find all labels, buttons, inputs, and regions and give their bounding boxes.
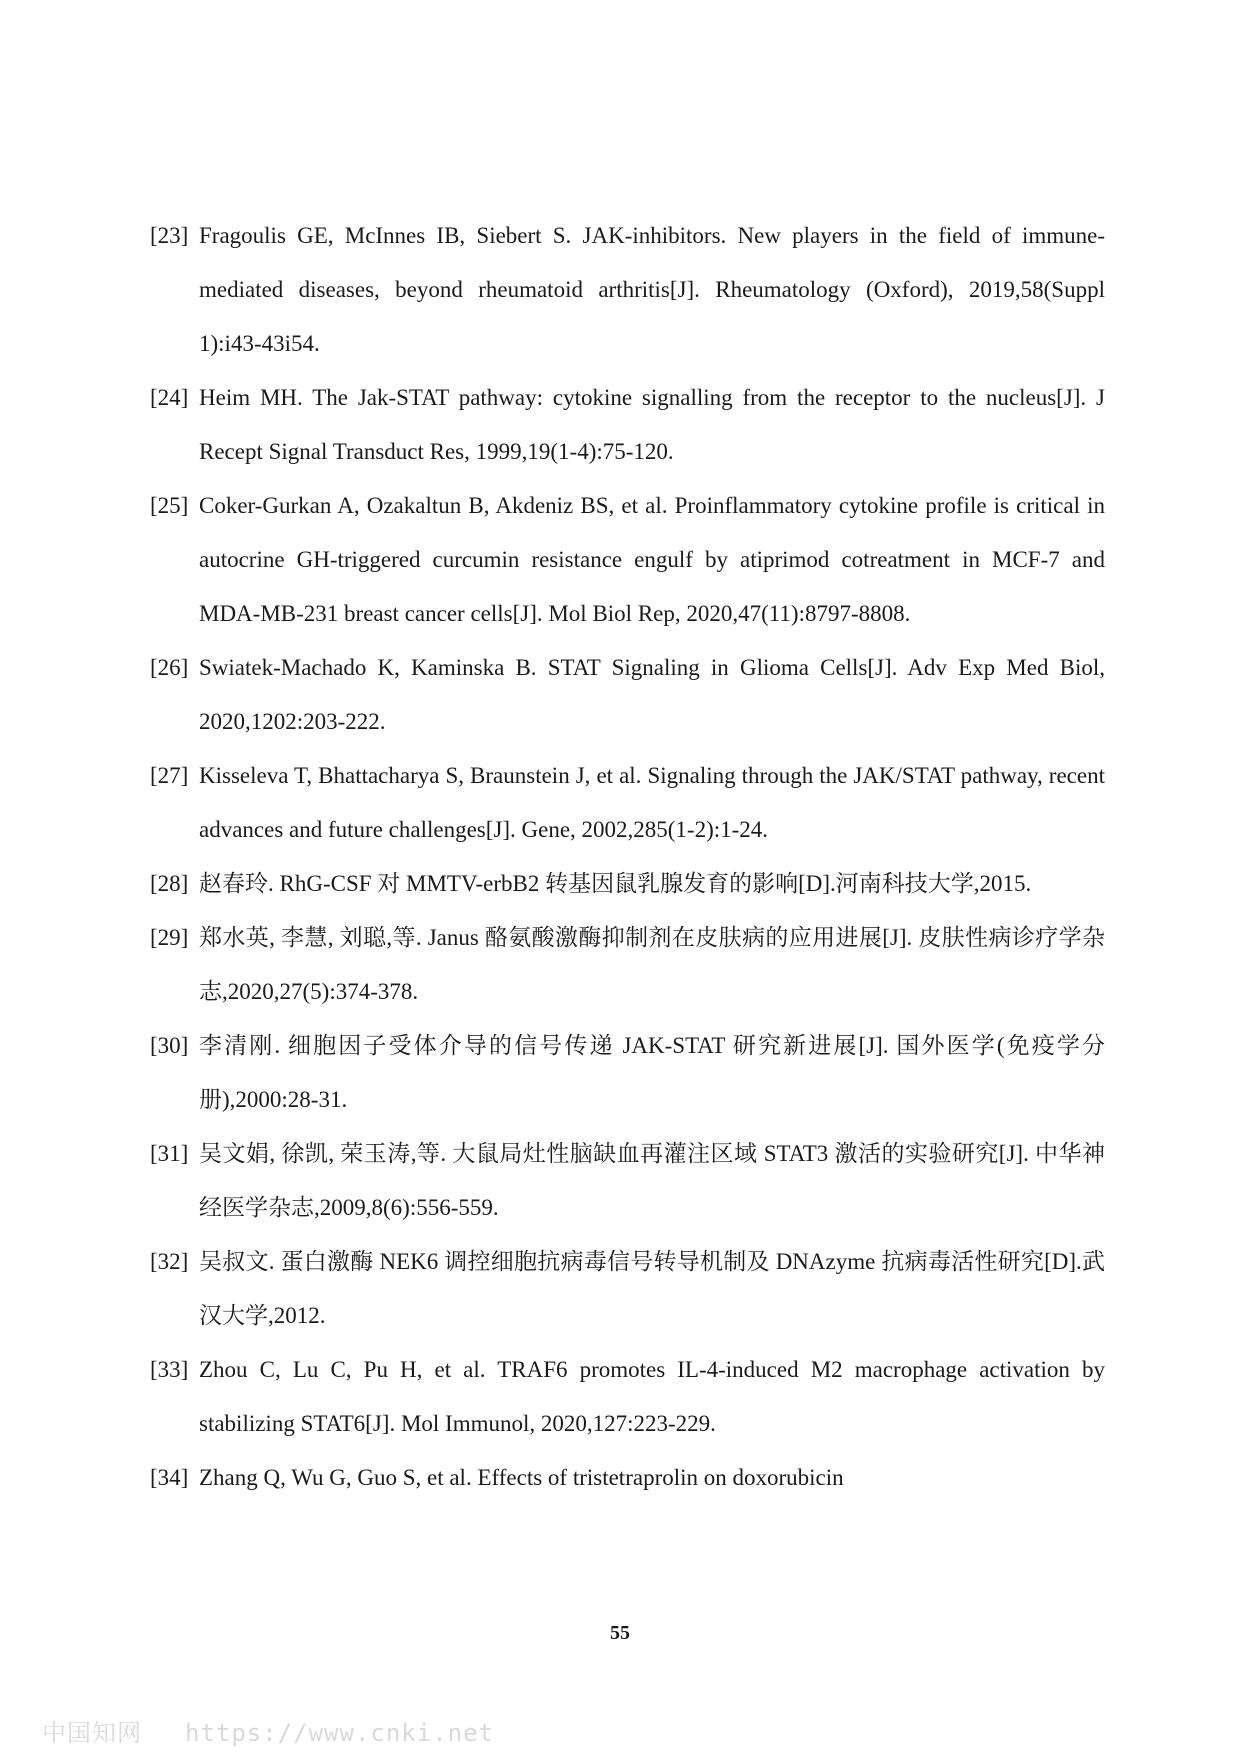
reference-text: Coker-Gurkan A, Ozakaltun B, Akdeniz BS, et al. Proinflammatory cytokine profile is critical in autocrine GH-triggered curcumin resistance engulf by atiprimod cotreatment in MCF-7 and MDA-MB-231 breast cancer cells[J]. Mol Biol Rep, 2020,47(11):8797-8808. <box>199 493 1105 626</box>
reference-list <box>150 209 1105 1505</box>
reference-item <box>150 911 1105 1019</box>
reference-item <box>150 1343 1105 1451</box>
reference-number: [27] <box>150 763 189 788</box>
reference-item <box>150 1019 1105 1127</box>
reference-number: [23] <box>150 223 189 248</box>
reference-text: Fragoulis GE, McInnes IB, Siebert S. JAK-inhibitors. New players in the field of immune-mediated diseases, beyond rheumatoid arthritis[J]. Rheumatology (Oxford), 2019,58(Suppl 1):i43-43i54. <box>199 223 1105 356</box>
reference-text: 赵春玲. RhG-CSF 对 MMTV-erbB2 转基因鼠乳腺发育的影响[D].河南科技大学,2015. <box>199 871 1032 896</box>
reference-item <box>150 857 1105 911</box>
reference-number: [28] <box>150 871 189 896</box>
reference-number: [31] <box>150 1141 189 1166</box>
watermark-url: https://www.cnki.net <box>185 1719 494 1747</box>
reference-item <box>150 479 1105 641</box>
reference-item <box>150 749 1105 857</box>
reference-number: [26] <box>150 655 189 680</box>
reference-text: Zhang Q, Wu G, Guo S, et al. Effects of tristetraprolin on doxorubicin <box>199 1465 844 1490</box>
reference-text: Kisseleva T, Bhattacharya S, Braunstein J, et al. Signaling through the JAK/STAT pathway, recent advances and future challenges[J]. Gene, 2002,285(1-2):1-24. <box>199 763 1105 842</box>
reference-item <box>150 641 1105 749</box>
reference-text: Heim MH. The Jak-STAT pathway: cytokine signalling from the receptor to the nucleus[J]. J Recept Signal Transduct Res, 1999,19(1-4):75-120. <box>199 385 1105 464</box>
reference-number: [29] <box>150 925 189 950</box>
reference-number: [30] <box>150 1033 189 1058</box>
reference-text: 李清刚. 细胞因子受体介导的信号传递 JAK-STAT 研究新进展[J]. 国外医学(免疫学分册),2000:28-31. <box>199 1033 1105 1112</box>
reference-item <box>150 371 1105 479</box>
reference-number: [34] <box>150 1465 189 1490</box>
reference-text: Zhou C, Lu C, Pu H, et al. TRAF6 promotes IL-4-induced M2 macrophage activation by stabilizing STAT6[J]. Mol Immunol, 2020,127:223-229. <box>199 1357 1105 1436</box>
reference-item <box>150 1235 1105 1343</box>
reference-item <box>150 209 1105 371</box>
reference-number: [32] <box>150 1249 189 1274</box>
reference-number: [25] <box>150 493 189 518</box>
reference-item <box>150 1127 1105 1235</box>
watermark-site-name: 中国知网 <box>42 1719 142 1747</box>
reference-text: 吴文娟, 徐凯, 荣玉涛,等. 大鼠局灶性脑缺血再灌注区域 STAT3 激活的实验研究[J]. 中华神经医学杂志,2009,8(6):556-559. <box>199 1141 1105 1220</box>
reference-number: [24] <box>150 385 189 410</box>
page-number: 55 <box>610 1622 630 1644</box>
reference-text: 郑水英, 李慧, 刘聪,等. Janus 酪氨酸激酶抑制剂在皮肤病的应用进展[J]. 皮肤性病诊疗学杂志,2020,27(5):374-378. <box>199 925 1105 1004</box>
reference-item <box>150 1451 1105 1505</box>
reference-number: [33] <box>150 1357 189 1382</box>
reference-text: 吴叔文. 蛋白激酶 NEK6 调控细胞抗病毒信号转导机制及 DNAzyme 抗病毒活性研究[D].武汉大学,2012. <box>199 1249 1105 1328</box>
cnki-watermark <box>42 1713 494 1748</box>
reference-text: Swiatek-Machado K, Kaminska B. STAT Signaling in Glioma Cells[J]. Adv Exp Med Biol, 2020,1202:203-222. <box>199 655 1105 734</box>
